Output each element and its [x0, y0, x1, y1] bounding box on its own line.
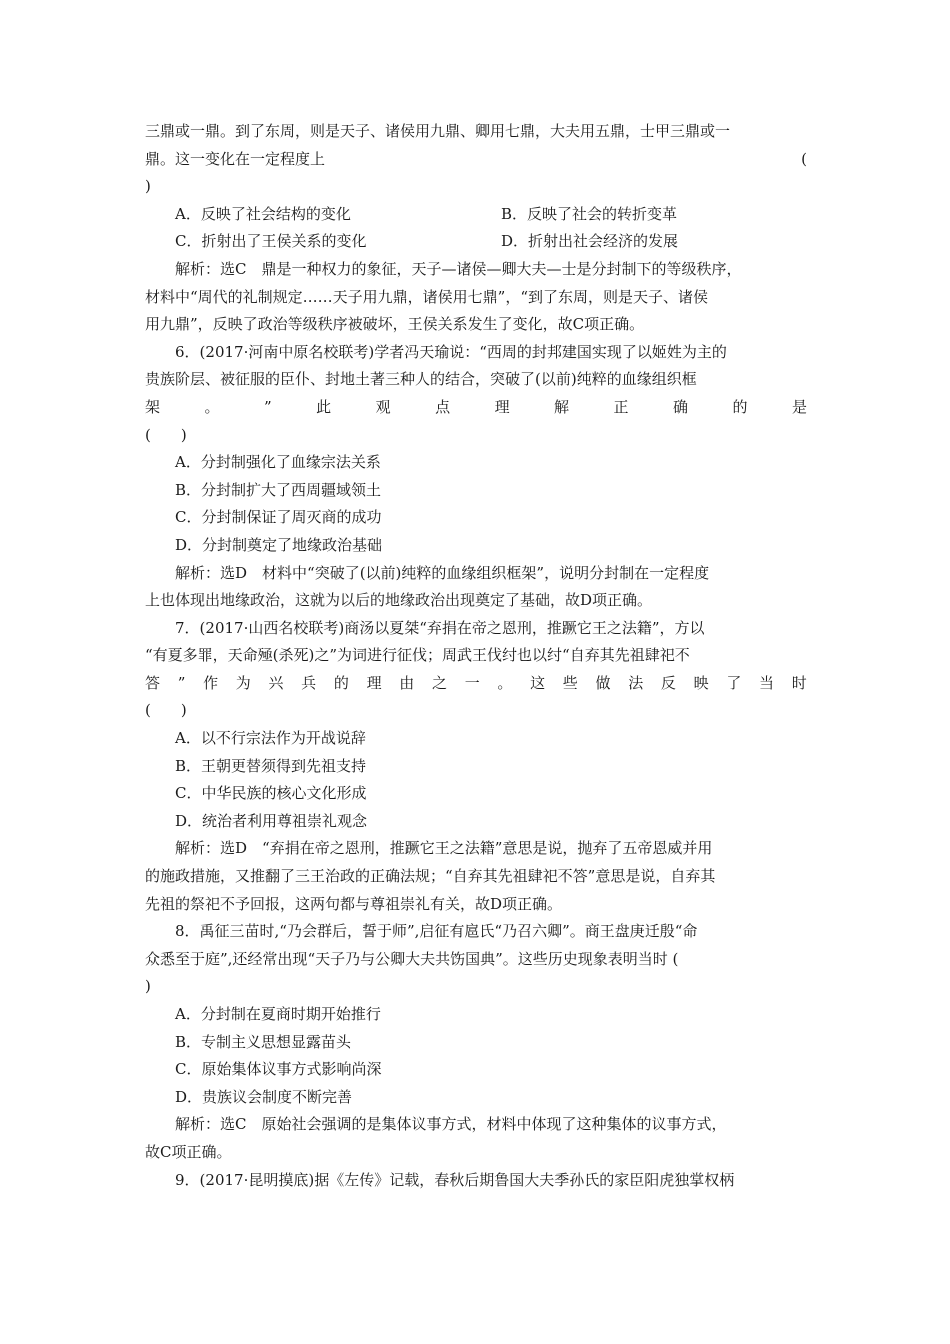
spread-char: 作 [203, 673, 219, 692]
spread-char: 。 [204, 397, 220, 416]
q5-options-row-2 [145, 228, 807, 256]
q8-analysis-line-2: 故C项正确。 [145, 1142, 232, 1161]
q5-answer-bracket-open: ( [801, 149, 807, 168]
q6-stem-line-3 [145, 394, 807, 422]
spread-char: 为 [235, 673, 251, 692]
spread-char: 兴 [268, 673, 284, 692]
q7-option-a: A．以不行宗法作为开战说辞 [175, 729, 366, 748]
q6-option-d: D．分封制奠定了地缘政治基础 [175, 535, 383, 554]
q5-stem-line-2 [145, 146, 807, 174]
spread-char: 此 [316, 397, 332, 416]
spread-char: 确 [673, 397, 689, 416]
spread-char: 映 [693, 673, 709, 692]
q5-analysis-line-3: 用九鼎”，反映了政治等级秩序被破坏，王侯关系发生了变化，故C项正确。 [145, 315, 645, 334]
q5-answer-bracket-close: ) [145, 177, 151, 196]
spread-char: 做 [595, 673, 611, 692]
spread-char: 点 [435, 397, 451, 416]
q6-option-c: C．分封制保证了周灭商的成功 [175, 508, 382, 527]
q7-stem-line-1: 7．(2017·山西名校联考)商汤以夏桀“弃捐在帝之恩刑，推蹶它王之法籍”，方以 [175, 618, 705, 637]
q8-option-c: C．原始集体议事方式影响尚深 [175, 1060, 382, 1079]
q5-analysis-line-1: 解析：选C 鼎是一种权力的象征，天子—诸侯—卿大夫—士是分封制下的等级秩序， [175, 259, 742, 278]
q5-analysis-line-2: 材料中“周代的礼制规定……天子用九鼎，诸侯用七鼎”，“到了东周，则是天子、诸侯 [145, 287, 709, 306]
q8-stem-line-3: ) [145, 977, 151, 996]
q5-option-d: D．折射出社会经济的发展 [501, 232, 679, 251]
q5-stem-text: 鼎。这一变化在一定程度上 [145, 149, 326, 168]
spread-char: 了 [726, 673, 742, 692]
q7-option-d: D．统治者利用尊祖崇礼观念 [175, 811, 368, 830]
q7-analysis-line-2: 的施政措施，又推翻了三王治政的正确法规；“自弃其先祖肆祀不答”意思是说，自弃其 [145, 867, 716, 886]
spread-char: 之 [431, 673, 447, 692]
q8-option-a: A．分封制在夏商时期开始推行 [175, 1005, 381, 1023]
q6-analysis-line-1: 解析：选D 材料中“突破了(以前)纯粹的血缘组织框架”，说明分封制在一定程度 [175, 563, 710, 582]
spread-char: 解 [554, 397, 570, 416]
q8-stem-line-2: 众悉至于庭”,还经常出现“天子乃与公卿大夫共饬国典”。这些历史现象表明当时 ( [145, 949, 679, 968]
q6-stem-line-1: 6．(2017·河南中原名校联考)学者冯天瑜说：“西周的封邦建国实现了以姬姓为主的 [175, 342, 727, 361]
q6-option-b: B．分封制扩大了西周疆域领土 [175, 480, 382, 499]
q8-option-d: D．贵族议会制度不断完善 [175, 1087, 353, 1106]
spread-char: ” [263, 397, 272, 416]
q5-option-c: C．折射出了王侯关系的变化 [175, 232, 367, 251]
q8-stem-line-1: 8．禹征三苗时,“乃会群后，誓于师”,启征有扈氏“乃召六卿”。商王盘庚迁殷“命 [175, 922, 698, 941]
q7-option-c: C．中华民族的核心文化形成 [175, 784, 367, 803]
q7-stem-line-3 [145, 670, 807, 698]
q6-stem-line-2: 贵族阶层、被征服的臣仆、封地土著三种人的结合，突破了(以前)纯粹的血缘组织框 [145, 370, 697, 389]
q8-analysis-line-1: 解析：选C 原始社会强调的是集体议事方式，材料中体现了这种集体的议事方式， [175, 1115, 727, 1134]
spread-char: 时 [791, 673, 807, 692]
spread-char: 理 [494, 397, 510, 416]
q7-answer-bracket: ( ) [145, 701, 187, 720]
spread-char: 。 [497, 673, 513, 692]
q7-analysis-line-1: 解析：选D “弃捐在帝之恩刑，推蹶它王之法籍”意思是说，抛弃了五帝恩威并用 [175, 839, 713, 858]
spread-char: 的 [732, 397, 748, 416]
spread-char: 的 [333, 673, 349, 692]
q8-option-b: B．专制主义思想显露苗头 [175, 1032, 352, 1051]
q5-option-b: B．反映了社会的转折变革 [501, 204, 678, 223]
q6-analysis-line-2: 上也体现出地缘政治，这就为以后的地缘政治出现奠定了基础，故D项正确。 [145, 591, 653, 610]
spread-char: 兵 [301, 673, 317, 692]
q6-answer-bracket: ( ) [145, 425, 187, 444]
q5-stem-line-1: 三鼎或一鼎。到了东周，则是天子、诸侯用九鼎、卿用七鼎，大夫用五鼎，士甲三鼎或一 [145, 122, 731, 140]
q7-stem-line-2: “有夏多罪，天命殛(杀死)之”为词进行征伐；周武王伐纣也以纣“自弃其先祖肆祀不 [145, 646, 690, 665]
spread-char: 是 [791, 397, 807, 416]
spread-char: 架 [145, 397, 161, 416]
q9-stem-line-1: 9．(2017·昆明摸底)据《左传》记载，春秋后期鲁国大夫季孙氏的家臣阳虎独掌权柄 [175, 1170, 735, 1189]
spread-char: 理 [366, 673, 382, 692]
spread-char: 答 [145, 673, 161, 692]
spread-char: 这 [530, 673, 546, 692]
q7-option-b: B．王朝更替须得到先祖支持 [175, 756, 367, 775]
spread-char: 观 [375, 397, 391, 416]
spread-char: 法 [628, 673, 644, 692]
spread-char: ” [177, 673, 186, 692]
q6-option-a: A．分封制强化了血缘宗法关系 [175, 453, 381, 472]
spread-char: 由 [399, 673, 415, 692]
spread-char: 当 [759, 673, 775, 692]
q5-option-a: A．反映了社会结构的变化 [175, 204, 351, 223]
q5-options-row-1 [145, 201, 807, 229]
document-body [145, 118, 807, 1194]
spread-char: 一 [464, 673, 480, 692]
spread-char: 正 [613, 397, 629, 416]
spread-char: 些 [562, 673, 578, 692]
spread-char: 反 [660, 673, 676, 692]
q7-analysis-line-3: 先祖的祭祀不予回报，这两句都与尊祖崇礼有关，故D项正确。 [145, 894, 563, 913]
